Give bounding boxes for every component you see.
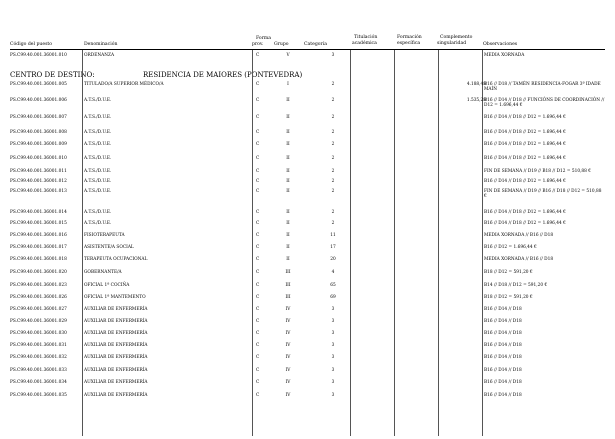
cell-observaciones: B14 // D18 // D12 = 591,20 € (484, 283, 548, 288)
cell-grupo: II (286, 210, 290, 215)
table-row (10, 245, 605, 253)
cell-categoria: 3 (331, 53, 335, 58)
header-denominacion: Denominación (84, 42, 118, 47)
table-row (10, 295, 605, 303)
cell-grupo: II (286, 233, 290, 238)
cell-codigo: PS.C99.40.001.36001.010 (10, 156, 67, 161)
cell-codigo: PS.C99.40.001.36001.023 (10, 283, 67, 288)
cell-denominacion: A.T.S./D.U.E. (84, 156, 112, 161)
column-divider (482, 50, 483, 436)
header-codigo: Código del puesto (10, 42, 53, 47)
cell-observaciones: B16 // D14 // D18 (484, 380, 522, 385)
cell-observaciones: B18 // D12 = 591,20 € (484, 270, 533, 275)
cell-grupo: I (287, 82, 289, 87)
cell-observaciones: B16 // D14 // D18 // D12 = 1.696,44 € (484, 221, 566, 226)
cell-denominacion: AUXILIAR DE ENFERMERÍA (84, 331, 148, 336)
cell-categoria: 3 (331, 393, 335, 398)
cell-codigo: PS.C99.40.001.36001.027 (10, 307, 67, 312)
table-row (10, 257, 605, 265)
header-forma-line2: prov. (252, 42, 264, 47)
header-formacion-line1: Formación (397, 35, 422, 40)
cell-categoria: 2 (331, 142, 335, 147)
cell-categoria: 3 (331, 355, 335, 360)
cell-grupo: II (286, 130, 290, 135)
cell-denominacion: TERAPEUTA OCUPACIONAL (84, 257, 148, 262)
cell-observaciones: B16 // D14 // D18 // D12 = 1.696,44 € (484, 130, 566, 135)
cell-denominacion: A.T.S./D.U.E. (84, 221, 112, 226)
table-row (10, 331, 605, 339)
header-categoria: Categoría (304, 42, 327, 47)
cell-observaciones: B16 // D18 // TAMÉN RESIDENCIA-FOGAR 3ª IDADE MAÍN (484, 82, 601, 92)
cell-codigo: PS.C99.40.001.36001.029 (10, 319, 67, 324)
cell-grupo: IV (285, 319, 291, 324)
cell-categoria: 2 (331, 98, 335, 103)
cell-forma: C (256, 295, 260, 300)
table-row (10, 368, 605, 376)
cell-grupo: II (286, 169, 290, 174)
cell-forma: C (256, 179, 260, 184)
cell-forma: C (256, 355, 260, 360)
header-grupo: Grupo (274, 42, 289, 47)
table-row (10, 130, 605, 138)
table-row (10, 221, 605, 229)
cell-codigo: PS.C99.40.001.36001.012 (10, 179, 67, 184)
cell-observaciones: FIN DE SEMANA // D19 // B18 // D12 = 510,88 € (484, 169, 591, 174)
cell-codigo: PS.C99.40.001.36001.014 (10, 210, 67, 215)
cell-denominacion: ORDENANZA (84, 53, 115, 58)
cell-codigo: PS.C99.40.001.36001.017 (10, 245, 67, 250)
cell-categoria: 3 (331, 380, 335, 385)
table-row (10, 142, 605, 150)
cell-denominacion: TITULADO/A SUPERIOR MÉDICO/A (84, 82, 164, 87)
cell-forma: C (256, 221, 260, 226)
table-row (10, 169, 605, 177)
cell-grupo: IV (285, 368, 291, 373)
table-row (10, 393, 605, 401)
cell-forma: C (256, 169, 260, 174)
table-row (10, 380, 605, 388)
cell-grupo: II (286, 221, 290, 226)
cell-grupo: IV (285, 355, 291, 360)
cell-categoria: 4 (331, 270, 335, 275)
cell-forma: C (256, 82, 260, 87)
cell-codigo: PS.C99.40.001.36001.009 (10, 142, 67, 147)
header-complemento-line1: Complemento (440, 35, 473, 40)
table-row (10, 355, 605, 363)
cell-observaciones: MEDIA XORNADA // B16 // D18 (484, 257, 554, 262)
header-forma-line1: Forma (256, 36, 271, 41)
cell-codigo: PS.C99.40.001.36001.030 (10, 331, 67, 336)
cell-forma: C (256, 343, 260, 348)
cell-observaciones: B16 // D14 // D18 (484, 368, 522, 373)
cell-grupo: IV (285, 393, 291, 398)
cell-denominacion: AUXILIAR DE ENFERMERÍA (84, 368, 148, 373)
cell-grupo: IV (285, 331, 291, 336)
cell-grupo: II (286, 142, 290, 147)
cell-denominacion: AUXILIAR DE ENFERMERÍA (84, 307, 148, 312)
cell-grupo: II (286, 245, 290, 250)
cell-codigo: PS.C99.40.001.36001.034 (10, 380, 67, 385)
cell-categoria: 3 (331, 343, 335, 348)
cell-categoria: 2 (331, 189, 335, 194)
cell-observaciones: B16 // D14 // D18 // D12 = 1.696,44 € (484, 142, 566, 147)
cell-categoria: 3 (331, 331, 335, 336)
table-row (10, 156, 605, 164)
column-divider (82, 50, 83, 436)
cell-grupo: II (286, 98, 290, 103)
cell-forma: C (256, 115, 260, 120)
cell-observaciones: MEDIA XORNADA // B16 // D18 (484, 233, 554, 238)
cell-grupo: II (286, 189, 290, 194)
header-observaciones: Observaciones (483, 42, 518, 47)
header-complemento-line2: singularidad (437, 41, 467, 46)
cell-observaciones: B16 // D14 // D18 (484, 355, 522, 360)
cell-grupo: IV (285, 307, 291, 312)
cell-denominacion: OFICIAL 1ª MANTEMENTO (84, 295, 146, 300)
cell-forma: C (256, 368, 260, 373)
cell-observaciones: B16 // D12 = 1.696,44 € (484, 245, 537, 250)
header-formacion-line2: específica (397, 41, 421, 46)
cell-codigo: PS.C99.40.001.36001.010 (10, 53, 67, 58)
cell-categoria: 3 (331, 368, 335, 373)
centro-label: CENTRO DE DESTINO: (10, 71, 95, 79)
cell-categoria: 2 (331, 156, 335, 161)
cell-denominacion: A.T.S./D.U.E. (84, 179, 112, 184)
cell-codigo: PS.C99.40.001.36001.015 (10, 221, 67, 226)
cell-observaciones: B16 // D14 // D18 // D12 = 1.696,44 € (484, 115, 566, 120)
cell-categoria: 2 (331, 221, 335, 226)
cell-grupo: II (286, 156, 290, 161)
cell-denominacion: A.T.S./D.U.E. (84, 98, 112, 103)
cell-observaciones: B16 // D14 // D18 // FUNCIÓNS DE COORDINACIÓN // D12 = 1.696,44 € (484, 98, 605, 108)
table-row (10, 343, 605, 351)
cell-grupo: II (286, 257, 290, 262)
cell-grupo: III (285, 295, 291, 300)
cell-codigo: PS.C99.40.001.36001.033 (10, 368, 67, 373)
table-row (10, 98, 605, 106)
column-divider (350, 50, 351, 436)
cell-categoria: 65 (330, 283, 336, 288)
cell-grupo: II (286, 115, 290, 120)
cell-forma: C (256, 98, 260, 103)
cell-denominacion: AUXILIAR DE ENFERMERÍA (84, 319, 148, 324)
cell-forma: C (256, 380, 260, 385)
cell-denominacion: A.T.S./D.U.E. (84, 130, 112, 135)
cell-observaciones: MEDIA XORNADA (484, 53, 525, 58)
cell-codigo: PS.C99.40.001.36001.026 (10, 295, 67, 300)
cell-grupo: III (285, 270, 291, 275)
table-row (10, 189, 605, 197)
cell-categoria: 69 (330, 295, 336, 300)
table-row (10, 233, 605, 241)
cell-forma: C (256, 233, 260, 238)
header-titulacion-line1: Titulación (354, 35, 378, 40)
cell-categoria: 2 (331, 130, 335, 135)
cell-observaciones: FIN DE SEMANA // D19 // B16 // D18 // D12 = 510,88 € (484, 189, 602, 199)
cell-observaciones: B16 // D14 // D18 (484, 307, 522, 312)
cell-grupo: IV (285, 343, 291, 348)
cell-observaciones: B16 // D14 // D18 // D12 = 1.696,44 € (484, 179, 566, 184)
table-row (10, 179, 605, 187)
cell-denominacion: GOBERNANTE/A (84, 270, 122, 275)
cell-observaciones: B18 // D12 = 591,20 € (484, 295, 533, 300)
cell-forma: C (256, 257, 260, 262)
cell-forma: C (256, 142, 260, 147)
header-titulacion-line2: académica (352, 41, 377, 46)
cell-denominacion: OFICIAL 1ª COCIÑA (84, 283, 130, 288)
cell-denominacion: AUXILIAR DE ENFERMERÍA (84, 355, 148, 360)
cell-codigo: PS.C99.40.001.36001.008 (10, 130, 67, 135)
cell-categoria: 3 (331, 307, 335, 312)
cell-complemento: 4.188,48 (466, 82, 486, 87)
cell-forma: C (256, 319, 260, 324)
cell-categoria: 17 (330, 245, 336, 250)
cell-codigo: PS.C99.40.001.36001.005 (10, 82, 67, 87)
cell-denominacion: ASISTENTE/A SOCIAL (84, 245, 134, 250)
cell-grupo: III (285, 283, 291, 288)
cell-observaciones: B16 // D14 // D18 (484, 319, 522, 324)
cell-codigo: PS.C99.40.001.36001.031 (10, 343, 67, 348)
cell-categoria: 11 (330, 233, 336, 238)
cell-denominacion: A.T.S./D.U.E. (84, 169, 112, 174)
cell-codigo: PS.C99.40.001.36001.013 (10, 189, 67, 194)
cell-categoria: 20 (330, 257, 336, 262)
cell-observaciones: B16 // D14 // D18 (484, 331, 522, 336)
header-rule (10, 49, 605, 50)
cell-codigo: PS.C99.40.001.36001.020 (10, 270, 67, 275)
table-row (10, 53, 605, 61)
table-row (10, 210, 605, 218)
cell-observaciones: B16 // D14 // D18 (484, 343, 522, 348)
cell-denominacion: FISIOTERAPEUTA (84, 233, 125, 238)
cell-forma: C (256, 130, 260, 135)
cell-categoria: 2 (331, 179, 335, 184)
cell-grupo: II (286, 179, 290, 184)
table-row (10, 82, 605, 90)
cell-categoria: 3 (331, 319, 335, 324)
cell-forma: C (256, 53, 260, 58)
cell-forma: C (256, 393, 260, 398)
cell-denominacion: A.T.S./D.U.E. (84, 189, 112, 194)
column-divider (438, 50, 439, 436)
cell-forma: C (256, 156, 260, 161)
cell-categoria: 2 (331, 210, 335, 215)
cell-forma: C (256, 307, 260, 312)
table-row (10, 319, 605, 327)
cell-denominacion: AUXILIAR DE ENFERMERÍA (84, 380, 148, 385)
table-row (10, 115, 605, 123)
cell-categoria: 2 (331, 169, 335, 174)
cell-observaciones: B16 // D14 // D18 // D12 = 1.696,44 € (484, 156, 566, 161)
cell-forma: C (256, 283, 260, 288)
cell-forma: C (256, 331, 260, 336)
table-row (10, 307, 605, 315)
cell-codigo: PS.C99.40.001.36001.006 (10, 98, 67, 103)
cell-grupo: IV (285, 380, 291, 385)
cell-denominacion: A.T.S./D.U.E. (84, 210, 112, 215)
cell-forma: C (256, 189, 260, 194)
column-divider (252, 50, 253, 436)
cell-forma: C (256, 270, 260, 275)
table-row (10, 283, 605, 291)
cell-complemento: 1.535,28 (466, 98, 486, 103)
cell-observaciones: B16 // D14 // D18 (484, 393, 522, 398)
cell-categoria: 2 (331, 82, 335, 87)
cell-codigo: PS.C99.40.001.36001.011 (10, 169, 67, 174)
cell-denominacion: A.T.S./D.U.E. (84, 115, 112, 120)
cell-codigo: PS.C99.40.001.36001.032 (10, 355, 67, 360)
cell-codigo: PS.C99.40.001.36001.016 (10, 233, 67, 238)
column-divider (394, 50, 395, 436)
cell-denominacion: A.T.S./D.U.E. (84, 142, 112, 147)
cell-categoria: 2 (331, 115, 335, 120)
table-row (10, 270, 605, 278)
cell-codigo: PS.C99.40.001.36001.007 (10, 115, 67, 120)
cell-forma: C (256, 210, 260, 215)
cell-denominacion: AUXILIAR DE ENFERMERÍA (84, 343, 148, 348)
cell-forma: C (256, 245, 260, 250)
cell-denominacion: AUXILIAR DE ENFERMERÍA (84, 393, 148, 398)
cell-grupo: V (286, 53, 290, 58)
cell-codigo: PS.C99.40.001.36001.035 (10, 393, 67, 398)
cell-observaciones: B16 // D14 // D18 // D12 = 1.696,44 € (484, 210, 566, 215)
cell-codigo: PS.C99.40.001.36001.018 (10, 257, 67, 262)
centro-value: RESIDENCIA DE MAIORES (PONTEVEDRA) (143, 71, 303, 79)
